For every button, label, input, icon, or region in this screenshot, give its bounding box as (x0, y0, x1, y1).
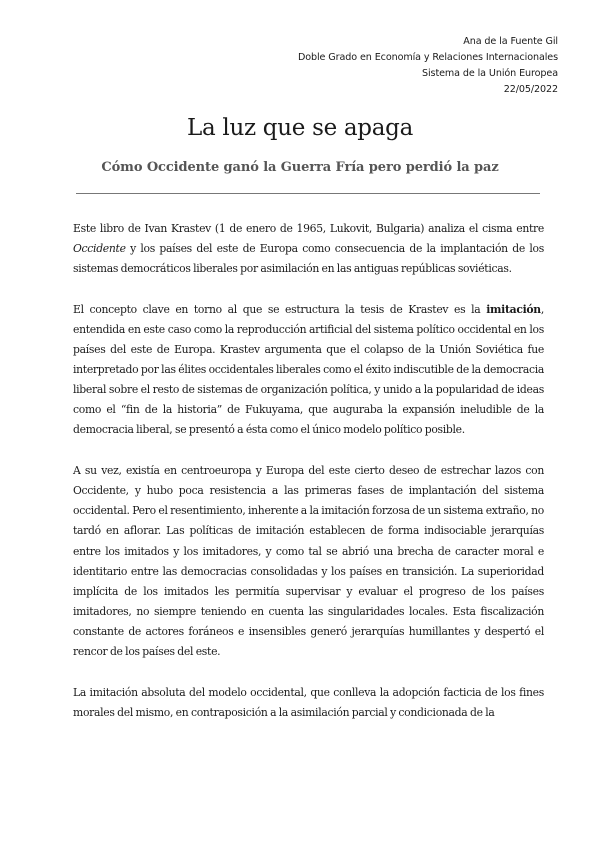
paragraph-2-text-b: , entendida en este caso como la reproducción artificial del sistema político occidental en los países del este de Europa. Krastev argumenta que el colapso de la Unión Soviética fue interpretado por las élites occidentales liberales como el éxito indiscutible de la democracia liberal sobre el resto de sistemas de organización política, y unido a la popularidad de ideas como el “fin de la historia” de Fukuyama, que auguraba la expansión ineludible de la democracia liberal, se presentó a ésta como el único modelo político posible. (73, 302, 544, 437)
degree-name: Doble Grado en Economía y Relaciones Internacionales (297, 52, 558, 63)
paragraph-4: La imitación absoluta del modelo occidental, que conlleva la adopción facticia de los fines morales del mismo, en contraposición a la asimilación parcial y condicionada de la (73, 685, 544, 719)
document-body (73, 219, 544, 743)
paragraph-2 (73, 300, 544, 441)
paragraph-2-keyword: imitación (486, 302, 541, 316)
document-date: 22/05/2022 (503, 84, 558, 95)
document-subtitle: Cómo Occidente ganó la Guerra Fría pero perdió la paz (101, 160, 499, 175)
paragraph-2-text-a: El concepto clave en torno al que se estructura la tesis de Krastev es la (73, 302, 487, 316)
paragraph-1-text-b: y los países del este de Europa como consecuencia de la implantación de los sistemas democráticos liberales por asimilación en las antiguas repúblicas soviéticas. (73, 242, 544, 276)
course-name: Sistema de la Unión Europea (421, 68, 558, 79)
paragraph-1-text-a: Este libro de Ivan Krastev (1 de enero de 1965, Lukovit, Bulgaria) analiza el cisma entre (73, 222, 544, 235)
author-name: Ana de la Fuente Gil (463, 36, 558, 47)
document-title: La luz que se apaga (187, 115, 413, 141)
paragraph-3: A su vez, existía en centroeuropa y Europa del este cierto deseo de estrechar lazos con Occidente, y hubo poca resistencia a las primeras fases de implantación del sistema occidental. Pero el resentimiento, inherente a la imitación forzosa de un sistema extraño, no tardó en aflorar. Las políticas de imitación establecen de forma indisociable jerarquías entre los imitados y los imitadores, y como tal se abrió una brecha de caracter moral e identitario entre las democracias consolidadas y los países en transición. La superioridad implícita de los imitados les permitía supervisar y evaluar el progreso de los países imitadores, no siempre teniendo en cuenta las singularidades locales. Esta fiscalización constante de actores foráneos e insensibles generó jerarquías humillantes y despertó el rencor de los países del este. (73, 464, 544, 658)
paragraph-1-emphasis: Occidente (73, 242, 126, 256)
document-header (298, 34, 558, 98)
title-divider (76, 193, 540, 194)
paragraph-1 (73, 219, 544, 279)
